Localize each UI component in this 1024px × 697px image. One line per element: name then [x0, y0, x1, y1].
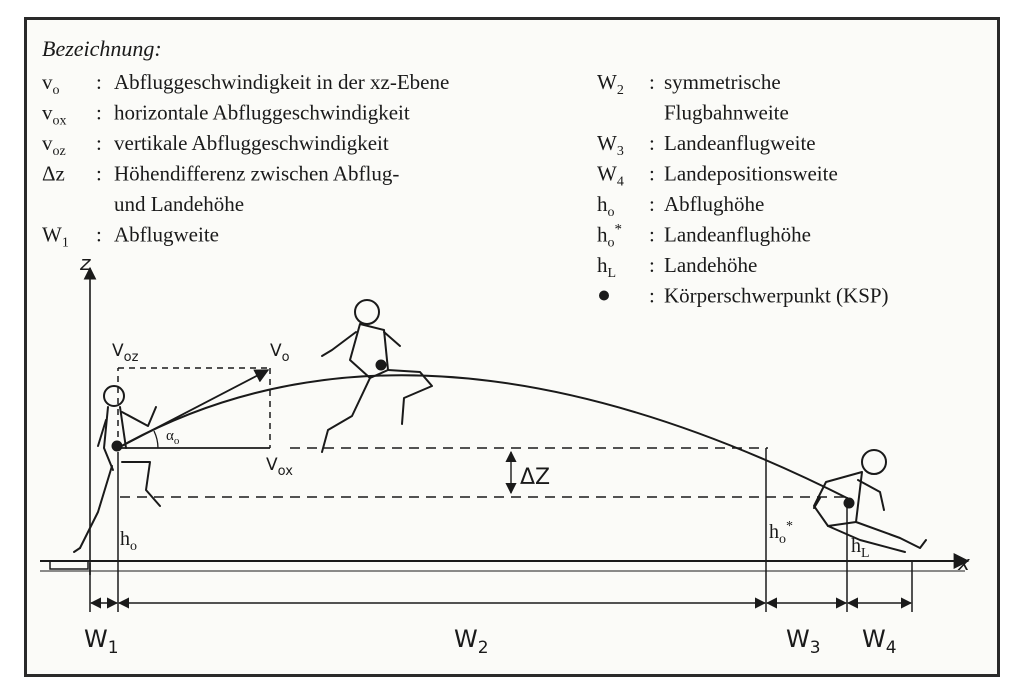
legend-right-column [597, 70, 889, 308]
legend-left-item-symbol: $v_{oz}$ [42, 131, 66, 159]
z-axis-label: z [80, 251, 91, 275]
v-o-vector [118, 370, 268, 448]
angle-arc [154, 431, 158, 448]
legend-left-item-description: Höhendifferenz zwischen Abflug- [114, 161, 400, 186]
legend-right-item-symbol: $h_L$ [597, 253, 617, 281]
h-L-label: $h_L$ [851, 535, 870, 561]
legend-left-item-description: Abflugweite [114, 222, 219, 247]
v-o-label: $V_o$ [270, 341, 290, 365]
legend-left-item-symbol: Δz [42, 161, 65, 186]
legend-heading: Bezeichnung: [42, 36, 162, 61]
legend-right-item-symbol: $W_4$ [597, 161, 624, 190]
legend-right-item-symbol: $h_o^*$ [597, 221, 622, 251]
legend-right-item-symbol: $h_o$ [597, 192, 615, 220]
legend-right-item-description: Landepositionsweite [664, 161, 838, 186]
width-dimensions [84, 563, 911, 658]
w4-label: $W_4$ [862, 625, 897, 658]
legend-right-item-colon: : [649, 283, 655, 308]
legend-right-item-description: Landeanflughöhe [664, 222, 811, 247]
legend-left-item-symbol: $v_o$ [42, 70, 60, 98]
legend-right-item-colon: : [649, 253, 655, 277]
legend-left-item-symbol: $W_1$ [42, 222, 69, 251]
v-oz-label: $V_{oz}$ [112, 341, 139, 365]
legend-right-item-symbol: $W_2$ [597, 70, 624, 98]
legend-left-item-description: Abfluggeschwindigkeit in der xz-Ebene [114, 70, 450, 94]
legend-left-item-colon: : [96, 131, 102, 155]
legend-right-item-description: Körperschwerpunkt (KSP) [664, 283, 889, 308]
legend-right-item-description-cont: Flugbahnweite [664, 100, 789, 125]
legend-right-item-description: Landehöhe [664, 253, 758, 277]
w2-label: $W_2$ [454, 625, 489, 658]
legend-left-item-description-cont: und Landehöhe [114, 192, 245, 216]
w3-label: $W_3$ [786, 625, 821, 658]
delta-z-label: ΔZ [520, 465, 551, 490]
legend-left-column [42, 70, 449, 251]
v-ox-label: $V_{ox}$ [266, 455, 293, 479]
x-axis-label: x [958, 551, 970, 575]
legend-left-item-colon: : [96, 161, 102, 186]
legend-left-item-colon: : [96, 70, 102, 94]
ksp-dot-icon [599, 291, 609, 301]
legend-left-item-description: vertikale Abfluggeschwindigkeit [114, 131, 389, 155]
angle-label: $\alpha_o$ [166, 428, 180, 447]
legend-right-item-colon: : [649, 131, 655, 155]
ksp-landing-dot [845, 499, 854, 508]
legend-left-item-symbol: $v_{ox}$ [42, 100, 67, 129]
legend-right-item-colon: : [649, 161, 655, 186]
takeoff-board [50, 561, 88, 569]
legend-right-item-colon: : [649, 222, 655, 247]
h-o-star-label: $h_o^*$ [769, 519, 793, 547]
legend-right-item-description: symmetrische [664, 70, 781, 94]
legend-left-item-colon: : [96, 222, 102, 247]
legend-left-item-colon: : [96, 100, 102, 125]
athlete-takeoff-figure [74, 386, 160, 552]
legend-right-item-symbol: $W_3$ [597, 131, 624, 159]
legend-left-item-description: horizontale Abfluggeschwindigkeit [114, 100, 410, 125]
w1-label: $W_1$ [84, 625, 119, 658]
ksp-flight-dot [377, 361, 386, 370]
legend-right-item-description: Landeanflugweite [664, 131, 816, 155]
legend-right-item-colon: : [649, 70, 655, 94]
legend-right-item-colon: : [649, 192, 655, 216]
ksp-takeoff-dot [113, 442, 122, 451]
legend [42, 36, 889, 308]
athlete-landing-figure [814, 450, 926, 552]
flight-trajectory [118, 375, 851, 500]
legend-right-item-description: Abflughöhe [664, 192, 765, 216]
h-o-label: $h_o$ [120, 528, 137, 554]
